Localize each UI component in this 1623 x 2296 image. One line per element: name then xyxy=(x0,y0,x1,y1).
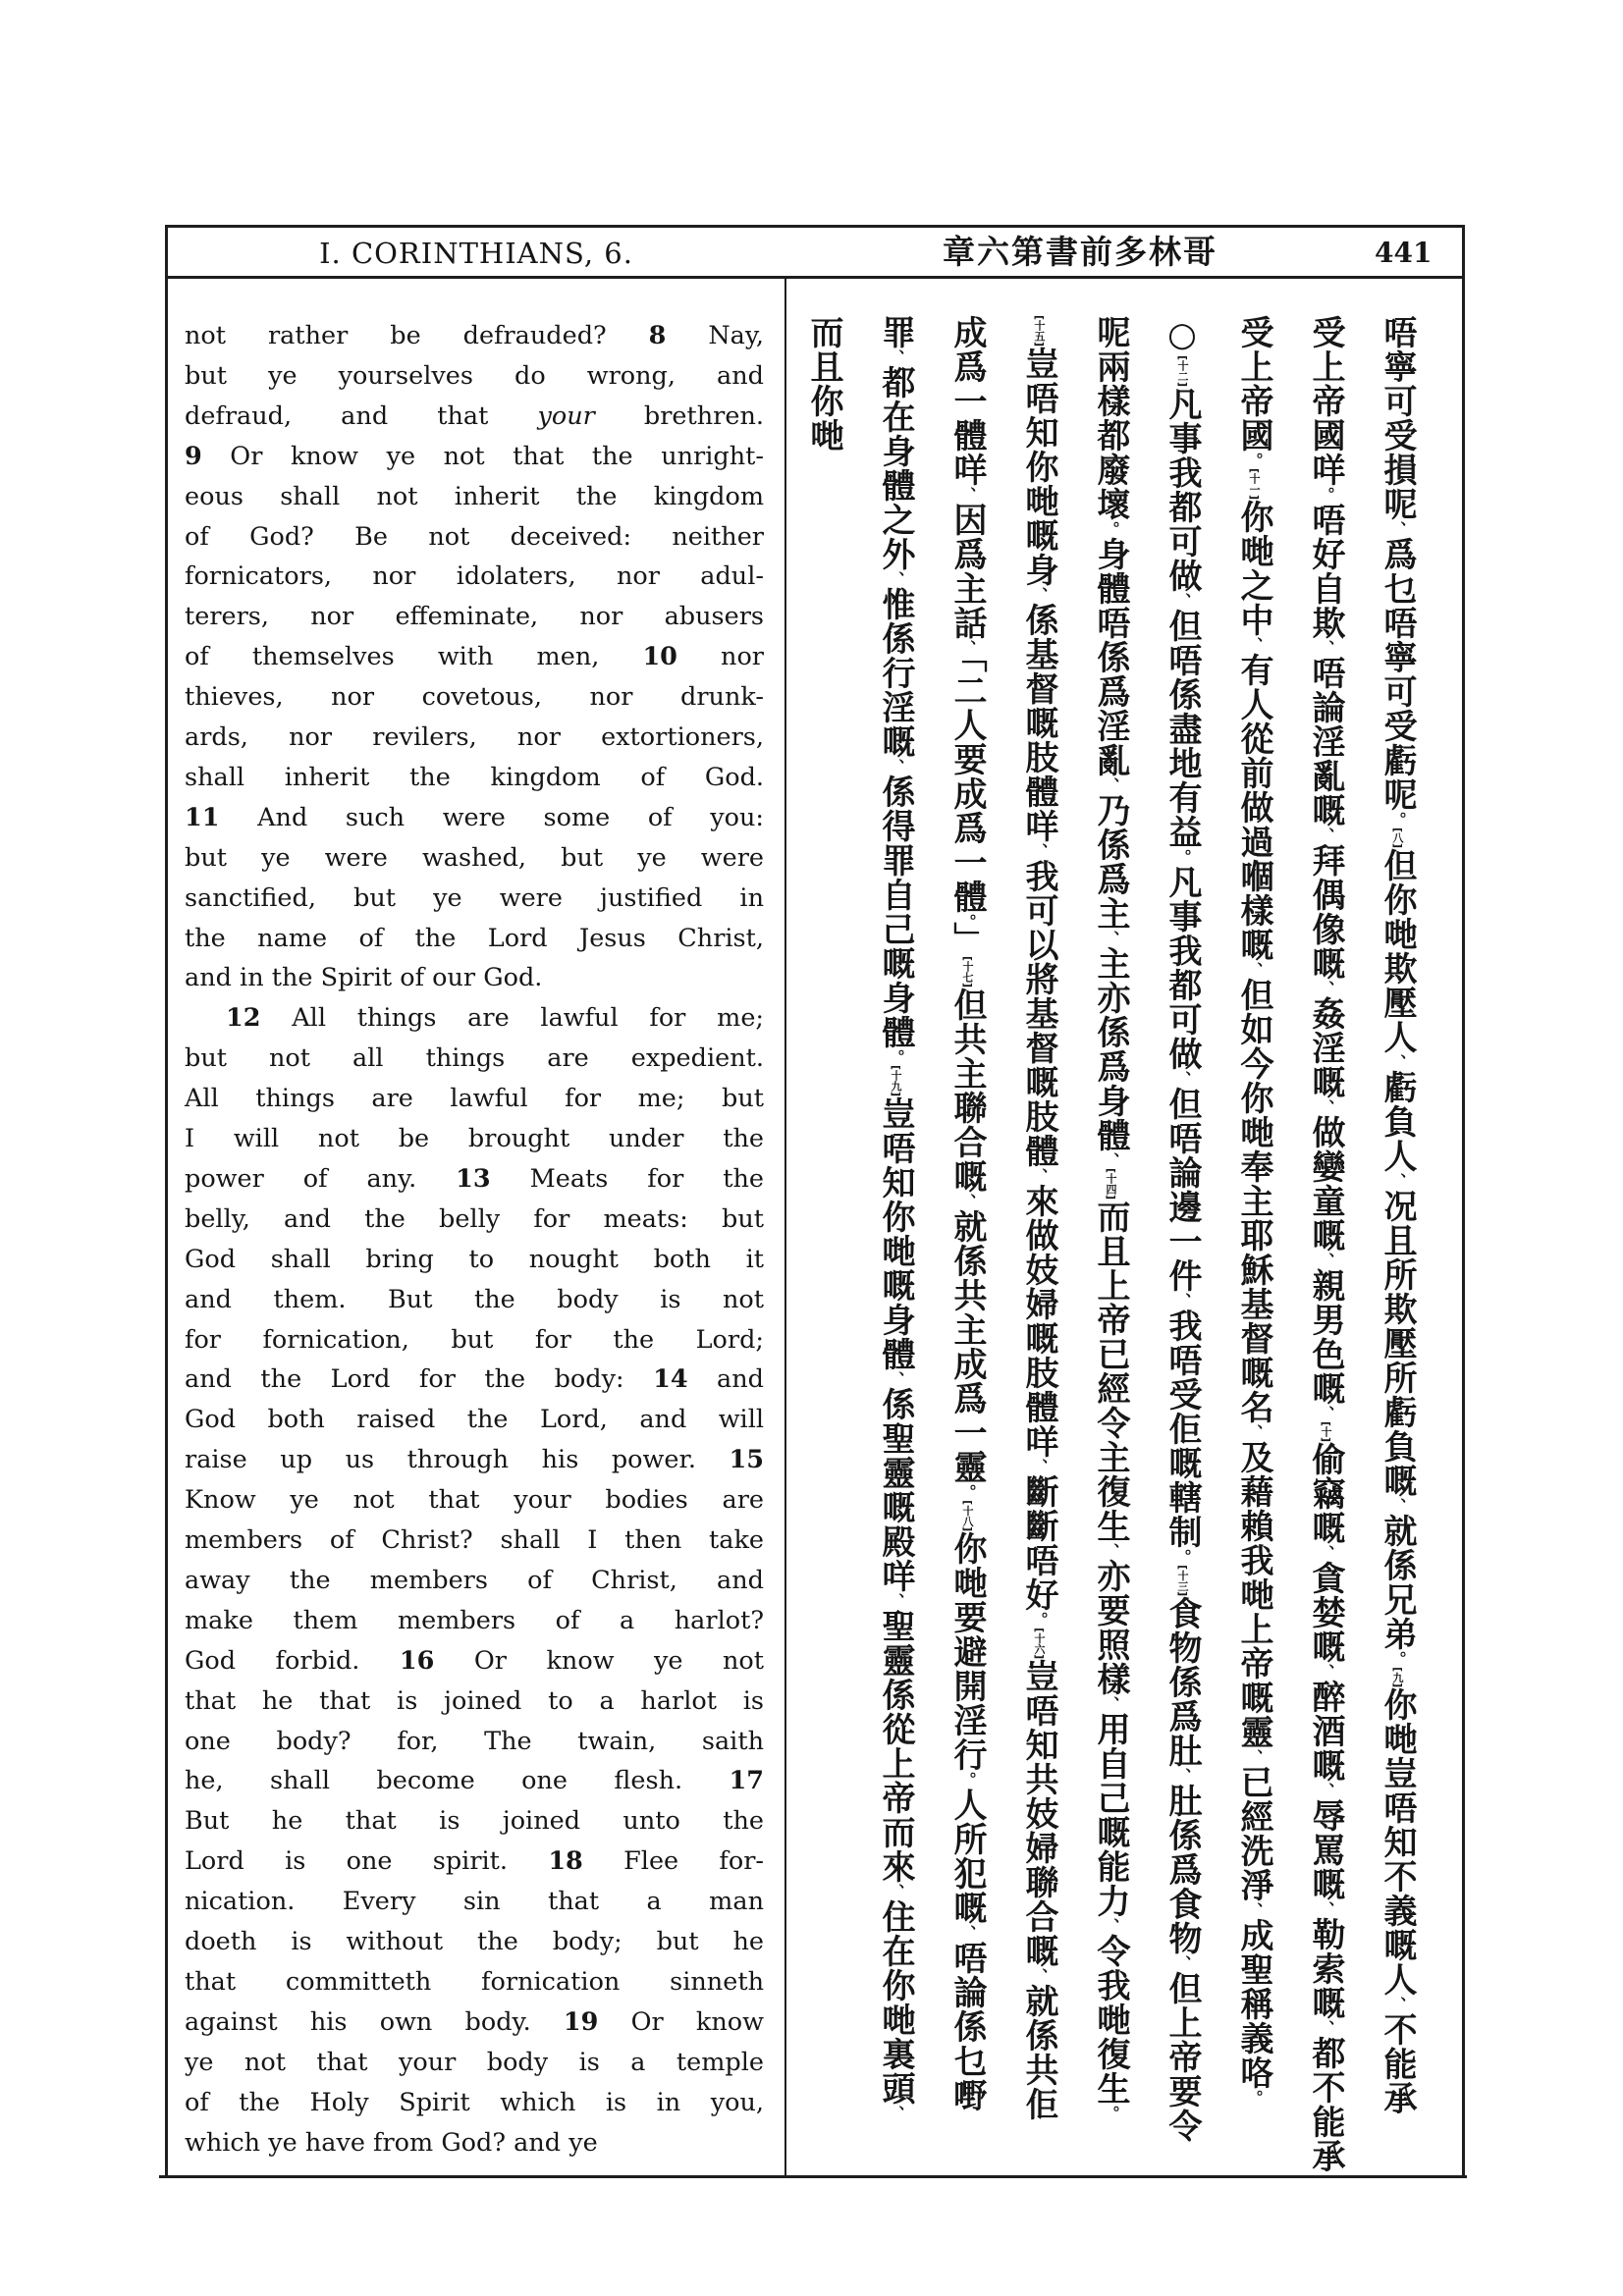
text-run: of themselves with men, xyxy=(185,642,643,672)
english-text-line xyxy=(185,1882,764,1921)
full-stop-mark: 。 xyxy=(1388,812,1407,828)
verse-number-marker: [十四] xyxy=(1105,1168,1117,1201)
chinese-column-6: [十五]豈唔知你哋嘅身、係基督嘅肢體咩、我可以將基督嘅肢體、來做妓婦嘅肢體咩、斷斷唔好。[十六]豈唔知共妓婦聯合嘅、就係共佢 xyxy=(1019,315,1058,2122)
full-stop-mark: 。 xyxy=(1317,487,1335,503)
text-run: of the Holy Spirit which is in you, xyxy=(185,2087,764,2117)
english-text-line xyxy=(185,958,764,997)
verse-number: 16 xyxy=(399,1645,435,1676)
text-run: ards, nor revilers, nor extortioners, xyxy=(185,722,764,752)
text-run: Nay, xyxy=(666,321,764,350)
comma-mark: 、 xyxy=(1245,1902,1264,1919)
comma-mark: 、 xyxy=(887,571,905,587)
comma-mark: 、 xyxy=(887,759,905,774)
text-run: make them members of a harlot? xyxy=(185,1605,764,1635)
comma-mark: 、 xyxy=(1245,1424,1264,1441)
verse-number-marker: [八] xyxy=(1391,828,1404,849)
text-run: sanctified, but ye were justified in xyxy=(185,882,764,913)
verse-number: 15 xyxy=(729,1445,764,1475)
english-text-line xyxy=(185,1400,764,1439)
comma-mark: 、 xyxy=(1173,1768,1192,1785)
comma-mark: 、 xyxy=(1173,593,1192,610)
english-text-line xyxy=(185,1240,764,1279)
english-text-line xyxy=(185,1561,764,1600)
english-text-line xyxy=(185,798,764,837)
english-text-line xyxy=(185,1842,764,1881)
verse-number: 13 xyxy=(456,1163,491,1194)
english-text-line xyxy=(185,1922,764,1961)
text-run: Know ye not that your bodies are xyxy=(185,1485,764,1516)
english-text-line xyxy=(185,1119,764,1158)
comma-mark: 、 xyxy=(1102,1543,1120,1560)
english-text-line xyxy=(185,2083,764,2122)
comma-mark: 、 xyxy=(1102,777,1120,793)
comma-mark: 、 xyxy=(887,349,905,365)
comma-mark: 、 xyxy=(1317,981,1335,996)
english-text-line xyxy=(185,517,764,557)
comma-mark: 、 xyxy=(1317,1664,1335,1681)
frame-left-rule xyxy=(165,225,168,2178)
text-run: that committeth fornication sinneth xyxy=(185,1966,764,1997)
full-stop-mark: 。 xyxy=(1030,1612,1049,1629)
comma-mark: 、 xyxy=(1102,1918,1120,1935)
english-text-line xyxy=(185,758,764,797)
english-text-line xyxy=(185,1761,764,1800)
text-run: which ye have from God? and ye xyxy=(185,2127,598,2158)
comma-mark: 、 xyxy=(1317,1901,1335,1918)
comma-mark: 、 xyxy=(1102,1696,1120,1713)
comma-mark: 、 xyxy=(887,1371,905,1388)
text-run: defraud, and that xyxy=(185,400,538,431)
text-run: shall inherit the kingdom of God. xyxy=(185,762,764,792)
comma-mark: 、 xyxy=(1030,1968,1049,1985)
text-run: nication. Every sin that a man xyxy=(185,1887,764,1917)
comma-mark: 、 xyxy=(1317,828,1335,843)
text-run: but ye were washed, but ye were xyxy=(185,842,764,873)
text-run: terers, nor effeminate, nor abusers xyxy=(185,602,764,632)
comma-mark: 、 xyxy=(1245,962,1264,979)
frame-bottom-rule xyxy=(159,2175,1467,2178)
comma-mark: 、 xyxy=(1317,1545,1335,1562)
comma-mark: 、 xyxy=(887,2106,905,2122)
comma-mark: 、 xyxy=(1388,1498,1407,1515)
text-run: And such were some of you: xyxy=(219,802,764,832)
text-run: power of any. xyxy=(185,1163,457,1194)
verse-number-marker: [十] xyxy=(1320,1421,1332,1443)
verse-number: 19 xyxy=(563,2006,599,2037)
comma-mark: 、 xyxy=(1173,1293,1192,1309)
comma-mark: 、 xyxy=(1030,1168,1049,1185)
verse-number: 12 xyxy=(226,1003,261,1034)
text-run: God both raised the Lord, and will xyxy=(185,1405,764,1435)
text-run: away the members of Christ, and xyxy=(185,1565,764,1595)
text-run: All things are lawful for me; xyxy=(260,1003,764,1034)
comma-mark: 、 xyxy=(1102,931,1120,946)
english-text-line xyxy=(185,718,764,757)
verse-number: 10 xyxy=(642,642,677,672)
text-run: he, shall become one flesh. xyxy=(185,1766,730,1796)
text-run: Meats for the xyxy=(490,1163,764,1194)
comma-mark: 、 xyxy=(1245,637,1264,654)
text-run: doeth is without the body; but he xyxy=(185,1927,764,1956)
comma-mark: 、 xyxy=(1388,521,1407,537)
english-text-line xyxy=(185,1962,764,2002)
text-run: and xyxy=(687,1364,764,1395)
text-run: and in the Spirit of our God. xyxy=(185,963,543,993)
comma-mark: 、 xyxy=(1317,2020,1335,2037)
chinese-column-4: ○[十二]凡事我都可做、但唔係盡地有益。凡事我都可做、但唔論邊一件、我唔受佢嘅轄制。[十三]食物係爲肚、肚係爲食物、但上帝要令 xyxy=(1163,315,1202,2144)
page-number: 441 xyxy=(1375,237,1433,269)
english-text-line xyxy=(185,838,764,878)
text-run: But he that is joined unto the xyxy=(185,1806,764,1837)
english-text-line xyxy=(185,557,764,596)
comma-mark: 、 xyxy=(1317,640,1335,656)
english-text-line xyxy=(185,1440,764,1479)
verse-number: 9 xyxy=(185,441,202,471)
full-stop-mark: 。 xyxy=(1245,2090,1264,2107)
verse-number-marker: [十三] xyxy=(1176,1565,1189,1597)
english-text-line xyxy=(226,998,764,1038)
comma-mark: 、 xyxy=(1317,1099,1335,1115)
text-run: Or know ye not that the unright- xyxy=(201,441,764,471)
english-text-line xyxy=(185,1079,764,1118)
english-text-line xyxy=(185,2043,764,2082)
text-run: one body? for, The twain, saith xyxy=(185,1726,764,1756)
full-stop-mark: 。 xyxy=(958,1484,977,1501)
text-run: brethren. xyxy=(594,400,764,431)
verse-number-marker: [十八] xyxy=(961,1500,974,1532)
english-text-line xyxy=(185,879,764,918)
verse-number-marker: [十七] xyxy=(961,956,974,988)
verse-number: 18 xyxy=(548,1846,583,1877)
full-stop-mark: 。 xyxy=(1102,521,1120,537)
comma-mark: 、 xyxy=(958,487,977,503)
comma-mark: 、 xyxy=(887,1884,905,1900)
comma-mark: 、 xyxy=(1388,1054,1407,1071)
text-run: of God? Be not deceived: neither xyxy=(185,521,764,552)
chinese-column-3: 受上帝國。[十一]你哋之中、有人從前做過嗰樣嘅、但如今你哋奉主耶穌基督嘅名、及藉賴我哋上帝嘅靈、已經洗淨、成聖稱義咯。 xyxy=(1234,315,1273,2107)
text-run: eous shall not inherit the kingdom xyxy=(185,481,764,511)
text-run: Or know xyxy=(598,2006,764,2037)
english-text-line xyxy=(185,1682,764,1721)
column-divider xyxy=(784,278,786,2176)
text-run: Lord is one spirit. xyxy=(185,1846,549,1877)
english-text-line xyxy=(185,677,764,717)
text-run: fornicators, nor idolaters, nor adul- xyxy=(185,561,764,592)
verse-number-marker: [十二] xyxy=(1176,355,1189,388)
english-text-line xyxy=(185,1320,764,1360)
chinese-running-title: 章六第書前多林哥 xyxy=(943,233,1217,271)
text-run: I will not be brought under the xyxy=(185,1124,764,1153)
english-text-line xyxy=(185,477,764,516)
verse-number-marker: [十六] xyxy=(1033,1628,1046,1660)
verse-number-marker: [十一] xyxy=(1248,468,1261,501)
text-run: Or know ye not xyxy=(434,1645,764,1676)
english-text-line xyxy=(185,1641,764,1681)
comma-mark: 、 xyxy=(1317,1253,1335,1268)
english-text-line xyxy=(185,1801,764,1841)
english-text-line xyxy=(185,1722,764,1761)
full-stop-mark: 。 xyxy=(1245,453,1264,468)
chinese-column-2: 受上帝國咩。唔好自欺、唔論淫亂嘅、拜偶像嘅、姦淫嘅、做孌童嘅、親男色嘅、[十]偷竊嘅、貪婪嘅、醉酒嘅、辱罵嘅、勒索嘅、都不能承 xyxy=(1306,315,1345,2174)
text-run: nor xyxy=(676,642,764,672)
text-run: and them. But the body is not xyxy=(185,1284,764,1314)
english-text-line xyxy=(185,1521,764,1560)
full-stop-mark: 。 xyxy=(958,914,977,922)
full-stop-mark: 。 xyxy=(1102,2106,1120,2122)
full-stop-mark: 。 xyxy=(887,1049,905,1065)
english-text-line xyxy=(185,437,764,476)
verse-number-marker: [九] xyxy=(1391,1667,1404,1688)
text-run: ye not that your body is a temple xyxy=(185,2047,764,2077)
comma-mark: 、 xyxy=(887,1593,905,1610)
comma-mark: 、 xyxy=(1102,1152,1120,1168)
text-run: for fornication, but for the Lord; xyxy=(185,1324,764,1355)
english-text-line xyxy=(185,597,764,636)
english-text-line xyxy=(185,2123,764,2163)
text-run: members of Christ? shall I then take xyxy=(185,1525,764,1555)
english-text-line xyxy=(185,1159,764,1199)
full-stop-mark: 。 xyxy=(1173,849,1192,866)
chinese-column-5: 呢兩樣都廢壞。身體唔係爲淫亂、乃係爲主、主亦係爲身體、[十四]而且上帝已經令主復生、亦要照樣、用自己嘅能力、令我哋復生。 xyxy=(1091,315,1130,2122)
verse-number: 11 xyxy=(185,802,220,832)
verse-number: 8 xyxy=(648,321,667,350)
english-text-line xyxy=(185,637,764,676)
text-run: thieves, nor covetous, nor drunk- xyxy=(185,682,764,713)
english-text-line xyxy=(185,1601,764,1640)
verse-number-marker: [十五] xyxy=(1033,315,1046,347)
english-text-line xyxy=(185,2002,764,2042)
full-stop-mark: 。 xyxy=(958,1772,977,1789)
comma-mark: 、 xyxy=(1030,587,1049,604)
text-run: that he that is joined to a harlot is xyxy=(185,1685,764,1716)
english-text-line xyxy=(185,1360,764,1399)
comma-mark: 、 xyxy=(1317,1406,1335,1421)
english-text-line xyxy=(185,1480,764,1520)
verse-number: 14 xyxy=(653,1364,688,1395)
english-text-line xyxy=(185,1280,764,1319)
verse-number: 17 xyxy=(729,1766,764,1796)
chinese-column-8: 罪、都在身體之外、惟係行淫嘅、係得罪自己嘅身體。[十九]豈唔知你哋嘅身體、係聖靈嘅殿咩、聖靈係從上帝而來、住在你哋裏頭、 xyxy=(876,315,915,2122)
text-run: the name of the Lord Jesus Christ, xyxy=(185,923,764,953)
text-run: but not all things are expedient. xyxy=(185,1043,764,1074)
frame-top-rule xyxy=(165,225,1465,228)
text-run: raise up us through his power. xyxy=(185,1445,730,1475)
comma-mark: 、 xyxy=(1030,843,1049,860)
english-text-line xyxy=(185,1039,764,1078)
comma-mark: 、 xyxy=(958,1925,977,1942)
text-run: not rather be defrauded? xyxy=(185,321,649,350)
english-running-title: I. CORINTHIANS, 6. xyxy=(319,237,633,270)
text-run: against his own body. xyxy=(185,2006,564,2037)
comma-mark: 、 xyxy=(958,640,977,656)
english-text-line xyxy=(185,356,764,396)
chinese-column-1: 唔寧可受損呢、爲乜唔寧可受虧呢。[八]但你哋欺壓人、虧負人、况且所欺壓所虧負嘅、就係兄弟。[九]你哋豈唔知不義嘅人、不能承 xyxy=(1378,315,1417,2116)
text-run: and the Lord for the body: xyxy=(185,1364,654,1395)
comma-mark: 、 xyxy=(1245,1749,1264,1766)
chinese-column-9: 而且你哋 xyxy=(804,315,843,453)
full-stop-mark: 。 xyxy=(1173,1549,1192,1566)
comma-mark: 、 xyxy=(1030,1459,1049,1475)
text-run: but ye yourselves do wrong, and xyxy=(185,360,764,391)
verse-number-marker: [十九] xyxy=(890,1065,902,1097)
comma-mark: 、 xyxy=(1173,1071,1192,1088)
frame-right-rule xyxy=(1462,225,1465,2178)
text-run: Flee for- xyxy=(582,1846,765,1877)
comma-mark: 、 xyxy=(1317,1783,1335,1799)
english-text-line xyxy=(185,1200,764,1239)
comma-mark: 、 xyxy=(1388,1173,1407,1190)
comma-mark: 、 xyxy=(1388,1997,1407,2013)
text-run: All things are lawful for me; but xyxy=(185,1084,764,1114)
text-run: belly, and the belly for meats: but xyxy=(185,1203,764,1234)
text-run: God forbid. xyxy=(185,1645,400,1676)
header-bottom-rule xyxy=(165,276,1465,279)
comma-mark: 、 xyxy=(958,1194,977,1210)
text-run: God shall bring to nought both it xyxy=(185,1244,764,1274)
english-text-line xyxy=(185,919,764,958)
comma-mark: 、 xyxy=(1173,1955,1192,1972)
chinese-column-7: 成爲一體咩、因爲主話、「二人要成爲一體。」[十七]但共主聯合嘅、就係共主成爲一靈。[十八]你哋要避開淫行。人所犯嘅、唔論係乜嘢 xyxy=(947,315,987,2113)
italic-word: your xyxy=(537,400,595,431)
english-text-line xyxy=(185,316,764,355)
english-text-line xyxy=(185,397,764,436)
full-stop-mark: 。 xyxy=(1388,1651,1407,1668)
